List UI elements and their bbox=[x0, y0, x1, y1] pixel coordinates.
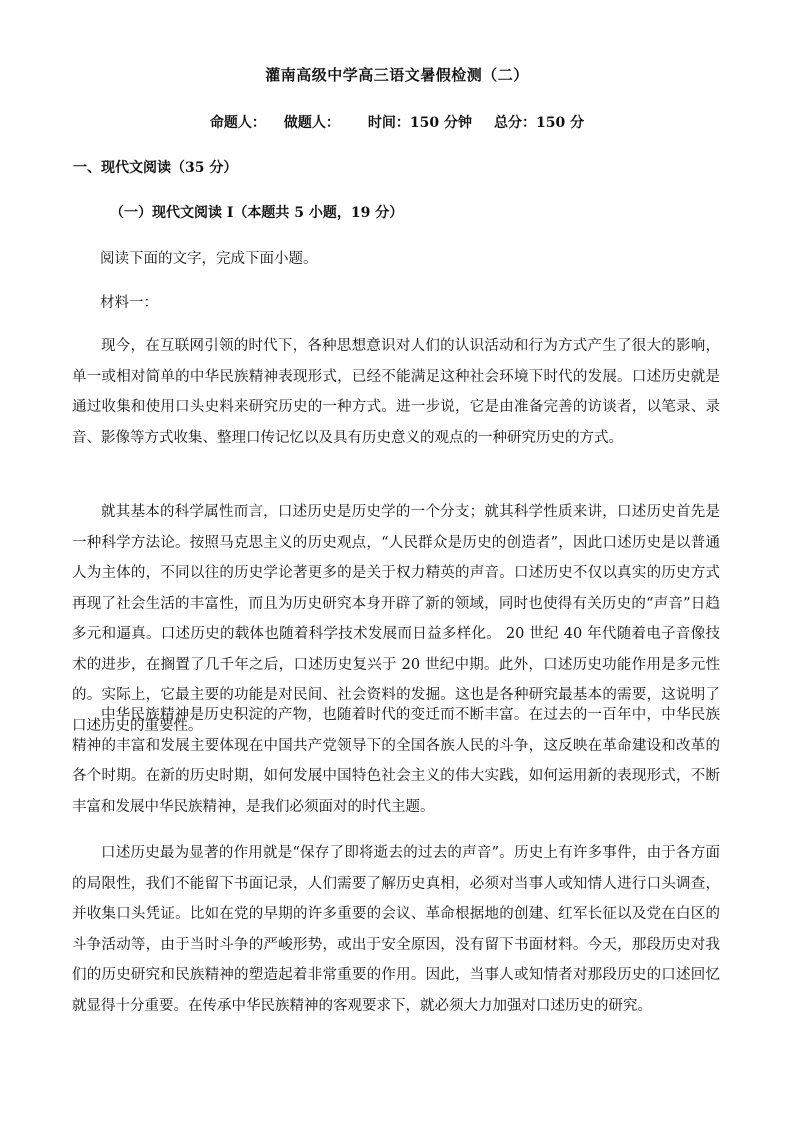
exam-meta bbox=[0, 112, 794, 132]
solver-label: 做题人： bbox=[283, 115, 340, 131]
section-heading: 一、现代文阅读（35 分） bbox=[73, 160, 238, 176]
score-info: 总分：150 分 bbox=[494, 115, 585, 131]
subsection-heading: （一）现代文阅读 I（本题共 5 小题，19 分） bbox=[110, 205, 404, 221]
material-label: 材料一： bbox=[100, 295, 158, 311]
paragraph-4: 口述历史最为显著的作用就是“保存了即将逝去的过去的声音”。历史上有许多事件，由于各方面的局限性，我们不能留下书面记录，人们需要了解历史真相，必须对当事人或知情人进行口头调查，并收集口头凭证。比如在党的早期的许多重要的会议、革命根据地的创建、红军长征以及党在白区的斗争活动等，由于当时斗争的严峻形势，或出于安全原因，没有留下书面材料。今天，那段历史对我们的历史研究和民族精神的塑造起着非常重要的作用。因此，当事人或知情者对那段历史的口述回忆就显得十分重要。在传承中华民族精神的客观要求下，就必须大力加强对口述历史的研究。 bbox=[72, 845, 720, 1014]
setter-label: 命题人： bbox=[209, 115, 266, 131]
time-info: 时间：150 分钟 bbox=[367, 115, 472, 131]
paragraph-3: 中华民族精神是历史积淀的产物，也随着时代的变迁而不断丰富。在过去的一百年中，中华民族精神的丰富和发展主要体现在中国共产党领导下的全国各族人民的斗争，这反映在革命建设和改革的各个时期。在新的历史时期，如何发展中国特色社会主义的伟大实践，如何运用新的表现形式，不断丰富和发展中华民族精神，是我们必须面对的时代主题。 bbox=[72, 707, 720, 815]
document-title: 灌南高级中学高三语文暑假检测（二） bbox=[265, 66, 529, 84]
paragraph-2: 就其基本的科学属性而言，口述历史是历史学的一个分支；就其科学性质来讲，口述历史首先是一种科学方法论。按照马克思主义的历史观点，“人民群众是历史的创造者”，因此口述历史是以普通人为主体的，不同以往的历史学论著更多的是关于权力精英的声音。口述历史不仅以真实的历史方式再现了社会生活的丰富性，而且为历史研究本身开辟了新的领域，同时也使得有关历史的“声音”日趋多元和逼真。口述历史的载体也随着科学技术发展而日益多样化。 20 世纪 40 年代随着电子音像技术的进步，在搁置了几千年之后，口述历史复兴于 20 世纪中期。此外，口述历史功能作用是多元性的。实际上，它最主要的功能是对民间、社会资料的发掘。这也是各种研究最基本的需要，这说明了口述历史的重要性。 bbox=[72, 504, 720, 734]
paragraph-1: 现今，在互联网引领的时代下，各种思想意识对人们的认识活动和行为方式产生了很大的影响，单一或相对简单的中华民族精神表现形式，已经不能满足这种社会环境下时代的发展。口述历史就是通过收集和使用口头史料来研究历史的一种方式。进一步说，它是由准备完善的访谈者，以笔录、录音、影像等方式收集、整理口传记忆以及具有历史意义的观点的一种研究历史的方式。 bbox=[72, 338, 720, 446]
reading-instruction: 阅读下面的文字，完成下面小题。 bbox=[100, 251, 318, 267]
